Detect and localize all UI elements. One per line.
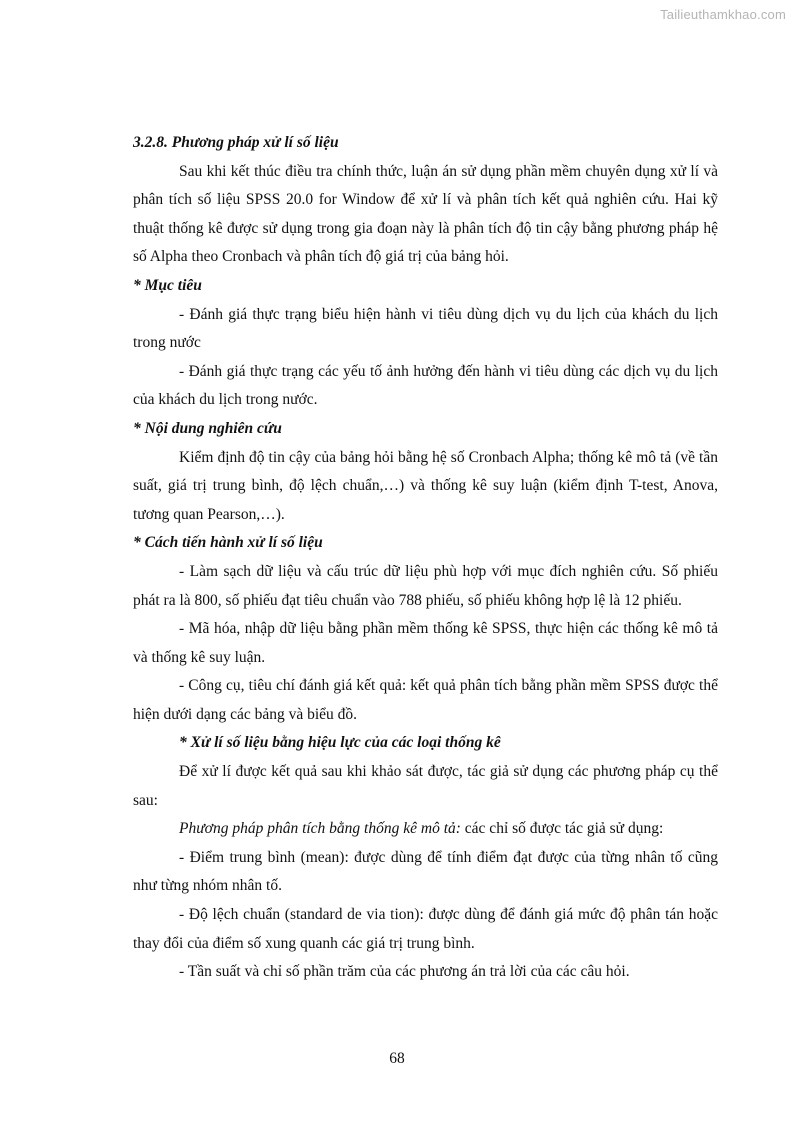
procedure-item: - Công cụ, tiêu chí đánh giá kết quả: kết quả phân tích bằng phần mềm SPSS được thể hiện dưới dạng các bảng và biểu đồ. bbox=[133, 677, 718, 723]
intro-paragraph: Sau khi kết thúc điều tra chính thức, luận án sử dụng phần mềm chuyên dụng xử lí và phân tích số liệu SPSS 20.0 for Window để xử lí và phân tích kết quả nghiên cứu. Hai kỹ thuật thống kê được sử dụng trong gia đoạn này là phân tích độ tin cậy bằng phương pháp hệ số Alpha theo Cronbach và phân tích độ giá trị của bảng hỏi. bbox=[133, 162, 718, 266]
objectives-heading: * Mục tiêu bbox=[133, 276, 202, 294]
validity-item: - Độ lệch chuẩn (standard de via tion): được dùng để đánh giá mức độ phân tán hoặc thay đổi của điểm số xung quanh các giá trị trung bình. bbox=[133, 906, 718, 952]
validity-intro: Để xử lí được kết quả sau khi khảo sát được, tác giả sử dụng các phương pháp cụ thể sau: bbox=[133, 763, 718, 809]
watermark: Tailieuthamkhao.com bbox=[660, 7, 786, 22]
objective-item: - Đánh giá thực trạng biểu hiện hành vi tiêu dùng dịch vụ du lịch của khách du lịch trong nước bbox=[133, 305, 718, 352]
descriptive-stats-line bbox=[133, 815, 718, 844]
descriptive-stats-rest: các chỉ số được tác giả sử dụng: bbox=[460, 820, 664, 838]
procedure-item: - Mã hóa, nhập dữ liệu bằng phần mềm thống kê SPSS, thực hiện các thống kê mô tả và thống kê suy luận. bbox=[133, 620, 718, 666]
procedure-item: - Làm sạch dữ liệu và cấu trúc dữ liệu phù hợp với mục đích nghiên cứu. Số phiếu phát ra là 800, số phiếu đạt tiêu chuẩn vào 788 phiếu, số phiếu không hợp lệ là 12 phiếu. bbox=[133, 562, 718, 609]
content-heading: * Nội dung nghiên cứu bbox=[133, 419, 282, 437]
page-body bbox=[133, 129, 718, 987]
section-heading: 3.2.8. Phương pháp xử lí số liệu bbox=[133, 134, 339, 151]
procedure-heading: * Cách tiến hành xử lí số liệu bbox=[133, 534, 323, 552]
page-number: 68 bbox=[389, 1050, 405, 1067]
validity-item: - Tần suất và chỉ số phần trăm của các phương án trả lời của các câu hỏi. bbox=[179, 963, 630, 981]
content-paragraph: Kiểm định độ tin cậy của bảng hỏi bằng hệ số Cronbach Alpha; thống kê mô tả (về tần suất, giá trị trung bình, độ lệch chuẩn,…) và thống kê suy luận (kiểm định T-test, Anova, tương quan Pearson,…). bbox=[133, 448, 718, 523]
validity-heading: * Xử lí số liệu bằng hiệu lực của các loại thống kê bbox=[179, 734, 501, 752]
validity-item: - Điểm trung bình (mean): được dùng để tính điểm đạt được của từng nhân tố cũng như từng nhóm nhân tố. bbox=[133, 848, 718, 895]
descriptive-stats-label: Phương pháp phân tích bằng thống kê mô tả: bbox=[179, 820, 461, 838]
objective-item: - Đánh giá thực trạng các yếu tố ảnh hưởng đến hành vi tiêu dùng các dịch vụ du lịch của khách du lịch trong nước. bbox=[133, 362, 718, 409]
